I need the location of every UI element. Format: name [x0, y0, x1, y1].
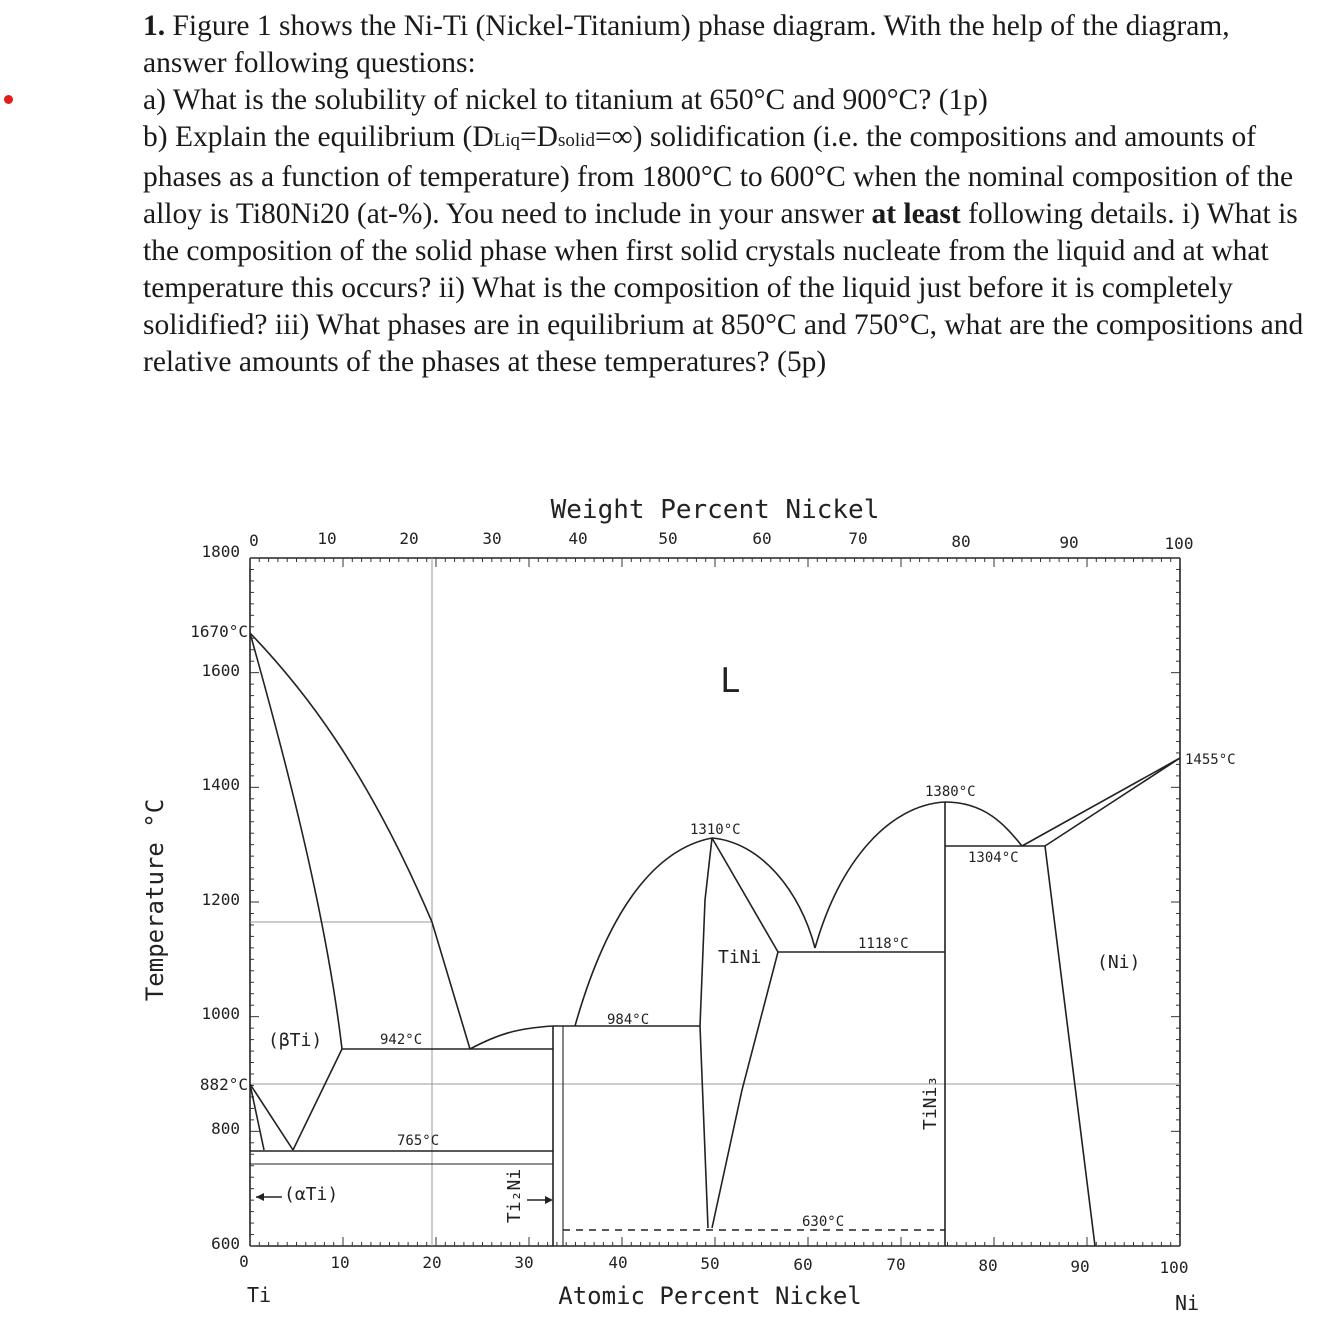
- x-axis-label: Atomic Percent Nickel: [558, 1282, 862, 1310]
- bottom-tick-label: 30: [514, 1253, 534, 1272]
- right-element-label: Ni: [1174, 1291, 1200, 1315]
- temp-label-1380: 1380°C: [925, 784, 976, 800]
- left-element-label: Ti: [246, 1283, 272, 1307]
- question-a-label: a): [143, 84, 166, 116]
- y-tick-label: 800: [211, 1119, 240, 1138]
- y-tick-label: 1800: [201, 542, 240, 561]
- y-tick-label: 882°C: [199, 1075, 248, 1094]
- top-tick-label: 20: [399, 529, 419, 548]
- top-tick-label: 50: [658, 529, 678, 548]
- temp-label-942: 942°C: [380, 1032, 423, 1048]
- tick-marks: [250, 558, 1180, 1246]
- red-margin-dot: [4, 95, 13, 104]
- top-tick-label: 0: [249, 531, 259, 550]
- phase-boundaries: [250, 633, 1180, 1246]
- question-block: [143, 8, 1308, 381]
- top-tick-labels: [249, 529, 1193, 553]
- y-tick-label: 600: [211, 1234, 240, 1253]
- top-tick-label: 40: [568, 529, 588, 548]
- bottom-tick-label: 80: [978, 1256, 998, 1275]
- top-tick-label: 60: [752, 529, 772, 548]
- question-a: [143, 82, 1308, 119]
- solidus-beta-ti: [250, 633, 342, 1049]
- ni-solvus: [1045, 846, 1095, 1246]
- bottom-tick-labels: [239, 1252, 1188, 1277]
- ni-label: (Ni): [1097, 952, 1141, 973]
- question-b-sub-liq: Liq: [493, 130, 521, 151]
- top-tick-label: 100: [1164, 534, 1194, 553]
- liquidus-tini-right: [712, 838, 815, 948]
- beta-ti-label: (βTi): [268, 1030, 323, 1051]
- temp-label-1455: 1455°C: [1185, 752, 1236, 768]
- reference-lines: [250, 558, 1180, 1246]
- y-tick-label: 1200: [201, 890, 240, 909]
- liquidus-ti2ni: [470, 1026, 553, 1049]
- y-tick-label: 1400: [201, 775, 240, 794]
- ti2ni-label: Ti₂Ni: [504, 1168, 525, 1223]
- question-b-post: following details. i) What is the composition of the solid phase when first solid crystals nucleate from the liquid and at what temperature this occurs? ii) What is the composition of the liquid just before it is completely solidified? iii) What phases are in equilibrium at 850°C and 750°C, what are the compositions and relative amounts of the phases at these temperatures? (5p): [143, 198, 1304, 378]
- liquidus-ti-side: [250, 633, 470, 1049]
- question-intro-text: Figure 1 shows the Ni-Ti (Nickel-Titanium) phase diagram. With the help of the diagram, answer following questions:: [143, 10, 1230, 79]
- liquidus-tini3-right: [945, 802, 1022, 846]
- alpha-ti-arrowhead: [256, 1193, 264, 1201]
- ti2ni-arrowhead: [545, 1196, 553, 1204]
- y-tick-labels: [190, 542, 248, 1253]
- top-tick-label: 10: [317, 529, 337, 548]
- liquidus-tini3-left: [815, 802, 945, 948]
- question-b: [143, 119, 1308, 381]
- question-b-mid2: =∞) solidification (i.e. the compositions and amounts of phases as a function of temperature) from 1800°C to 600°C when the nominal composition of the alloy is Ti80Ni20 (at-%). You need to include in your answer: [143, 121, 1294, 230]
- bottom-tick-label: 90: [1070, 1257, 1090, 1276]
- y-tick-label: 1000: [201, 1004, 240, 1023]
- alpha-ti-label: (αTi): [284, 1184, 339, 1205]
- question-b-pre: Explain the equilibrium (D: [174, 121, 494, 153]
- plot-frame: [250, 558, 1180, 1246]
- tini-label: TiNi: [718, 947, 762, 968]
- question-b-sub-solid: solid: [558, 130, 595, 151]
- temp-label-984: 984°C: [607, 1012, 650, 1028]
- bottom-tick-label: 20: [422, 1253, 442, 1272]
- liquid-label: L: [720, 661, 741, 701]
- temp-label-1310: 1310°C: [690, 822, 741, 838]
- temp-label-1304: 1304°C: [968, 850, 1019, 866]
- bottom-tick-label: 0: [239, 1252, 249, 1271]
- chart-title: Weight Percent Nickel: [550, 495, 880, 525]
- y-axis-label: Temperature °C: [141, 798, 169, 1002]
- question-number: 1.: [143, 10, 166, 42]
- bottom-tick-label: 50: [700, 1254, 720, 1273]
- phase-diagram: [0, 480, 1335, 1326]
- question-intro: [143, 8, 1308, 82]
- temp-label-765: 765°C: [397, 1133, 440, 1149]
- bottom-tick-label: 40: [608, 1253, 628, 1272]
- question-b-mid1: =D: [520, 121, 558, 153]
- y-tick-label: 1670°C: [190, 622, 248, 641]
- beta-ti-solvus: [293, 1049, 342, 1150]
- y-tick-label: 1600: [201, 661, 240, 680]
- temp-label-1118: 1118°C: [858, 936, 909, 952]
- question-b-label: b): [143, 121, 168, 153]
- top-tick-label: 80: [951, 532, 971, 551]
- bottom-tick-label: 10: [330, 1253, 350, 1272]
- tini-right-solvus: [712, 838, 778, 1228]
- bottom-tick-label: 60: [793, 1255, 813, 1274]
- bottom-tick-label: 70: [886, 1255, 906, 1274]
- tini-left-solvus: [700, 838, 712, 1228]
- tini3-label: TiNi₃: [920, 1075, 941, 1130]
- top-tick-label: 70: [848, 529, 868, 548]
- solidus-ni: [1045, 758, 1180, 846]
- question-a-text: What is the solubility of nickel to titanium at 650°C and 900°C? (1p): [172, 84, 988, 116]
- top-tick-label: 90: [1059, 533, 1079, 552]
- top-tick-label: 30: [482, 529, 502, 548]
- temp-label-630: 630°C: [802, 1214, 845, 1230]
- bottom-tick-label: 100: [1159, 1258, 1189, 1277]
- question-b-bold: at least: [871, 198, 961, 230]
- liquidus-tini-left: [575, 838, 712, 1026]
- temperature-labels: [380, 752, 1236, 1230]
- phase-labels: [256, 661, 1140, 1223]
- liquidus-ni: [1022, 758, 1180, 846]
